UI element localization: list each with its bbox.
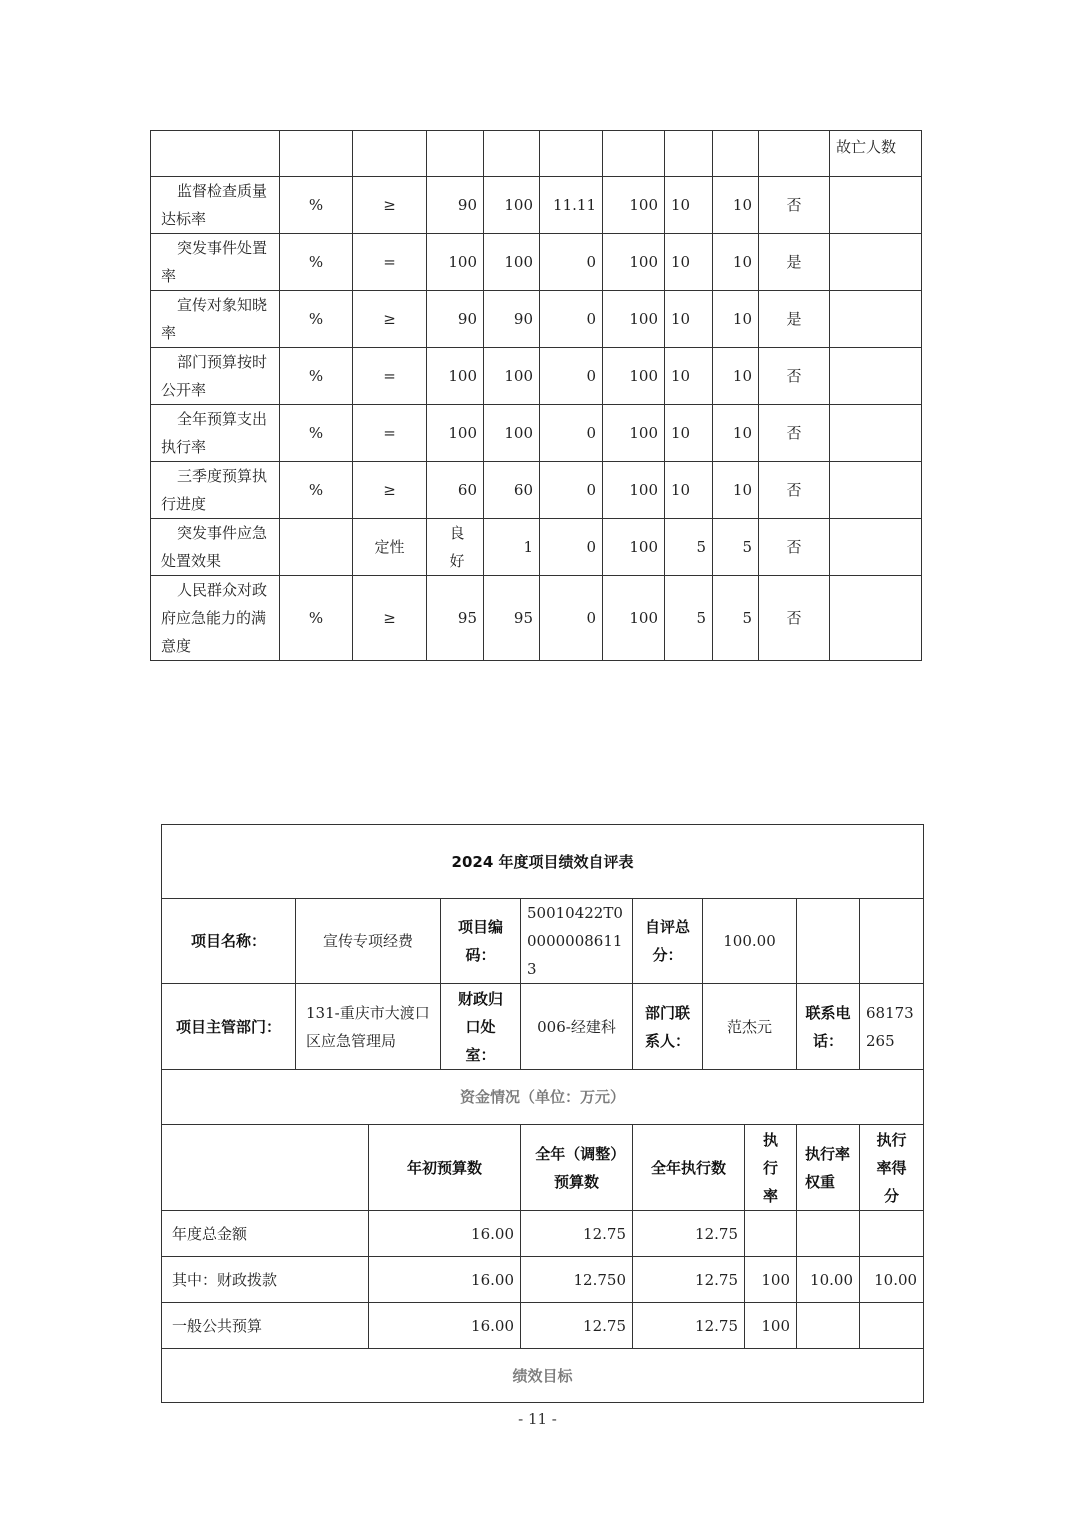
- indicator-weight: 10: [665, 348, 713, 405]
- table-row: [151, 576, 922, 661]
- fund-header-weight: 执行率权重: [797, 1125, 860, 1211]
- table-row: [151, 234, 922, 291]
- indicator-weight: 5: [665, 519, 713, 576]
- indicator-score: 10: [713, 462, 759, 519]
- fund-row-label: 一般公共预算: [162, 1303, 369, 1349]
- indicator-rate: 100: [603, 405, 665, 462]
- fund-row-initial: 16.00: [369, 1303, 521, 1349]
- eval-table-title: 2024 年度项目绩效自评表: [162, 825, 924, 899]
- contact: 范杰元: [703, 984, 797, 1070]
- indicator-operator: ≥: [353, 462, 427, 519]
- table-row: [162, 1257, 924, 1303]
- indicator-operator: 定性: [353, 519, 427, 576]
- indicator-actual: 100: [484, 234, 540, 291]
- fund-row-score: 10.00: [860, 1257, 924, 1303]
- indicator-actual: 60: [484, 462, 540, 519]
- fund-row-executed: 12.75: [633, 1211, 745, 1257]
- indicator-table: [150, 130, 922, 661]
- fund-row-score: [860, 1211, 924, 1257]
- indicator-unit: %: [280, 177, 353, 234]
- indicator-unit: %: [280, 291, 353, 348]
- dept-label: 项目主管部门：: [162, 984, 296, 1070]
- indicator-deviation: 0: [540, 576, 603, 661]
- indicator-flag: 否: [759, 177, 830, 234]
- indicator-weight: 5: [665, 576, 713, 661]
- indicator-target: 60: [427, 462, 484, 519]
- project-name: 宣传专项经费: [296, 899, 441, 984]
- self-score-label: 自评总分：: [633, 899, 703, 984]
- indicator-weight: 10: [665, 177, 713, 234]
- finance-label: 财政归口处室：: [441, 984, 521, 1070]
- indicator-flag: 是: [759, 291, 830, 348]
- table-row: [162, 1303, 924, 1349]
- indicator-operator: =: [353, 405, 427, 462]
- fund-header-initial: 年初预算数: [369, 1125, 521, 1211]
- indicator-weight: 10: [665, 405, 713, 462]
- table-row: [151, 348, 922, 405]
- indicator-score: 5: [713, 519, 759, 576]
- indicator-unit: %: [280, 348, 353, 405]
- fund-row-weight: 10.00: [797, 1257, 860, 1303]
- indicator-unit: [280, 519, 353, 576]
- indicator-rate: 100: [603, 177, 665, 234]
- indicator-name: 部门预算按时公开率: [161, 353, 268, 399]
- header-last-cell: 故亡人数: [830, 131, 922, 177]
- fund-header-executed: 全年执行数: [633, 1125, 745, 1211]
- goals-section-title: 绩效目标: [162, 1349, 924, 1403]
- funds-section-title: 资金情况（单位：万元）: [162, 1070, 924, 1125]
- fund-row-label: 其中：财政拨款: [162, 1257, 369, 1303]
- table-row: [151, 405, 922, 462]
- fund-row-executed: 12.75: [633, 1303, 745, 1349]
- fund-header-adjusted: 全年（调整）预算数: [521, 1125, 633, 1211]
- indicator-score: 10: [713, 405, 759, 462]
- indicator-target: 100: [427, 348, 484, 405]
- indicator-deviation: 0: [540, 348, 603, 405]
- indicator-unit: %: [280, 462, 353, 519]
- indicator-rate: 100: [603, 519, 665, 576]
- fund-row-initial: 16.00: [369, 1211, 521, 1257]
- fund-row-initial: 16.00: [369, 1257, 521, 1303]
- indicator-score: 5: [713, 576, 759, 661]
- self-score: 100.00: [703, 899, 797, 984]
- indicator-unit: %: [280, 234, 353, 291]
- indicator-deviation: 0: [540, 405, 603, 462]
- table-row: [151, 462, 922, 519]
- indicator-rate: 100: [603, 348, 665, 405]
- indicator-name: 宣传对象知晓率: [161, 296, 268, 342]
- fund-row-executed: 12.75: [633, 1257, 745, 1303]
- phone: 68173265: [860, 984, 924, 1070]
- indicator-actual: 100: [484, 348, 540, 405]
- fund-header-rate: 执行率: [745, 1125, 797, 1211]
- indicator-name: 监督检查质量达标率: [161, 182, 268, 228]
- indicator-weight: 10: [665, 291, 713, 348]
- indicator-name: 三季度预算执行进度: [161, 467, 268, 513]
- contact-label: 部门联系人：: [633, 984, 703, 1070]
- fund-row-rate: 100: [745, 1303, 797, 1349]
- indicator-rate: 100: [603, 234, 665, 291]
- phone-label: 联系电话：: [797, 984, 860, 1070]
- fund-row-rate: 100: [745, 1257, 797, 1303]
- fund-row-weight: [797, 1303, 860, 1349]
- indicator-name: 人民群众对政府应急能力的满意度: [161, 581, 268, 655]
- indicator-flag: 否: [759, 519, 830, 576]
- indicator-operator: ≥: [353, 576, 427, 661]
- indicator-unit: %: [280, 576, 353, 661]
- project-code-label: 项目编码：: [441, 899, 521, 984]
- indicator-score: 10: [713, 234, 759, 291]
- indicator-operator: ≥: [353, 177, 427, 234]
- indicator-weight: 10: [665, 234, 713, 291]
- indicator-score: 10: [713, 177, 759, 234]
- finance: 006-经建科: [521, 984, 633, 1070]
- fund-row-label: 年度总金额: [162, 1211, 369, 1257]
- indicator-rate: 100: [603, 291, 665, 348]
- table-row: [151, 291, 922, 348]
- indicator-actual: 100: [484, 405, 540, 462]
- indicator-actual: 100: [484, 177, 540, 234]
- table-row: [162, 1211, 924, 1257]
- indicator-deviation: 0: [540, 291, 603, 348]
- indicator-score: 10: [713, 348, 759, 405]
- indicator-weight: 10: [665, 462, 713, 519]
- indicator-deviation: 0: [540, 234, 603, 291]
- indicator-rate: 100: [603, 462, 665, 519]
- fund-row-adjusted: 12.75: [521, 1211, 633, 1257]
- indicator-deviation: 0: [540, 519, 603, 576]
- fund-row-score: [860, 1303, 924, 1349]
- indicator-actual: 90: [484, 291, 540, 348]
- indicator-actual: 1: [484, 519, 540, 576]
- indicator-name: 突发事件应急处置效果: [161, 524, 268, 570]
- indicator-target: 100: [427, 234, 484, 291]
- fund-row-adjusted: 12.750: [521, 1257, 633, 1303]
- indicator-flag: 否: [759, 576, 830, 661]
- indicator-operator: =: [353, 234, 427, 291]
- fund-header-score: 执行率得分: [860, 1125, 924, 1211]
- table-row: [151, 519, 922, 576]
- indicator-flag: 是: [759, 234, 830, 291]
- indicator-rate: 100: [603, 576, 665, 661]
- indicator-actual: 95: [484, 576, 540, 661]
- dept: 131-重庆市大渡口区应急管理局: [296, 984, 441, 1070]
- indicator-target: 95: [427, 576, 484, 661]
- indicator-deviation: 11.11: [540, 177, 603, 234]
- indicator-operator: =: [353, 348, 427, 405]
- project-name-label: 项目名称：: [162, 899, 296, 984]
- performance-eval-table: [161, 824, 924, 1403]
- fund-row-adjusted: 12.75: [521, 1303, 633, 1349]
- indicator-unit: %: [280, 405, 353, 462]
- indicator-target: 100: [427, 405, 484, 462]
- indicator-target: 良好: [427, 519, 484, 576]
- indicator-flag: 否: [759, 348, 830, 405]
- fund-row-weight: [797, 1211, 860, 1257]
- indicator-deviation: 0: [540, 462, 603, 519]
- project-code: 50010422T000000086113: [521, 899, 633, 984]
- indicator-name: 全年预算支出执行率: [161, 410, 268, 456]
- indicator-score: 10: [713, 291, 759, 348]
- table-row: [151, 131, 922, 177]
- indicator-name: 突发事件处置率: [161, 239, 268, 285]
- indicator-operator: ≥: [353, 291, 427, 348]
- indicator-target: 90: [427, 291, 484, 348]
- page-number: - 11 -: [518, 1410, 557, 1428]
- indicator-flag: 否: [759, 405, 830, 462]
- indicator-target: 90: [427, 177, 484, 234]
- table-row: [151, 177, 922, 234]
- indicator-flag: 否: [759, 462, 830, 519]
- fund-row-rate: [745, 1211, 797, 1257]
